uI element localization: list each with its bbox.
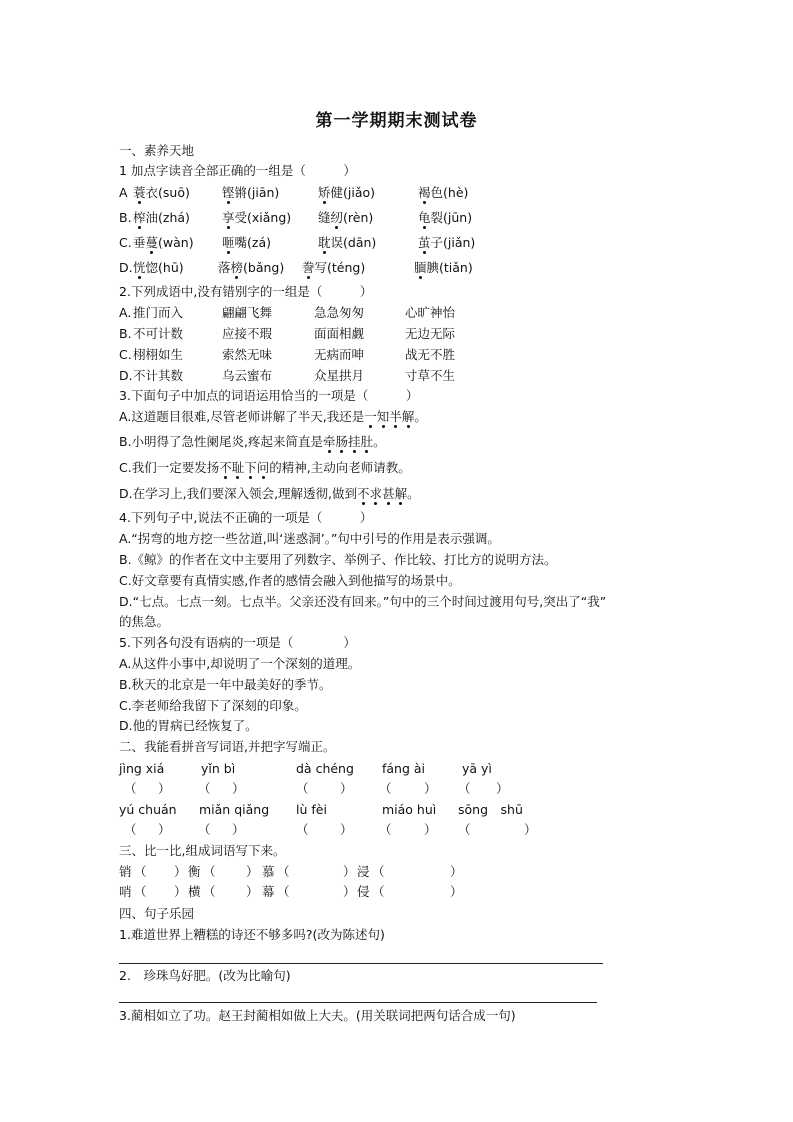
- dotted-character: 挂: [348, 434, 361, 449]
- answer-blank-close[interactable]: ）: [232, 822, 245, 837]
- option-sentence: [119, 486, 420, 502]
- item-text: 衣(suō): [145, 185, 190, 200]
- question-stem: 5.下列各句没有语病的一项是（ ）: [119, 635, 356, 650]
- dotted-character: 耽: [318, 235, 331, 250]
- sentence-text: 。: [407, 486, 420, 501]
- answer-blank-open[interactable]: （: [277, 884, 290, 899]
- idiom-item: 无病而呻: [314, 347, 365, 362]
- option-item: [133, 260, 184, 276]
- option-item: [318, 210, 373, 226]
- answer-blank-open[interactable]: （: [134, 864, 147, 879]
- option-item: [418, 185, 468, 201]
- option-item: [133, 235, 194, 251]
- idiom-item: 不可计数: [133, 326, 184, 341]
- item-text: 惚(hū): [145, 260, 184, 275]
- option-item: [133, 185, 190, 201]
- idiom-item: 无边无际: [405, 326, 456, 341]
- item-text: 落: [218, 260, 231, 275]
- dotted-character: 榨: [133, 210, 146, 225]
- item-text: 锵(jiān): [234, 185, 280, 200]
- option-item: [318, 235, 376, 251]
- option-item: [418, 235, 475, 251]
- dotted-character: 不: [219, 460, 232, 475]
- idiom-item: 面面相觑: [314, 326, 365, 341]
- option-item: [222, 235, 271, 251]
- answer-blank-close[interactable]: ）: [424, 781, 437, 796]
- dotted-character: 下: [244, 460, 257, 475]
- item-text: 色(hè): [430, 185, 469, 200]
- dotted-character: 解: [401, 409, 415, 424]
- section-heading: 一、素养天地: [119, 143, 195, 158]
- answer-blank-close[interactable]: ）: [343, 884, 356, 899]
- answer-blank-open[interactable]: （: [198, 781, 211, 796]
- dotted-character: 蔓: [145, 235, 159, 250]
- answer-blank-close[interactable]: ）: [340, 822, 353, 837]
- pinyin-label: dà chéng: [296, 761, 354, 776]
- sentence-text: 。: [373, 434, 386, 449]
- sentence-text: C.我们一定要发扬: [119, 460, 220, 475]
- pinyin-label: miǎn qiǎng: [199, 802, 270, 817]
- item-text: 健(jiǎo): [330, 185, 376, 200]
- dotted-character: 问: [256, 460, 270, 475]
- question-stem: 2.下列成语中,没有错别字的一组是（ ）: [119, 284, 373, 299]
- answer-blank-close[interactable]: ）: [450, 884, 463, 899]
- pinyin-label: yú chuán: [119, 802, 177, 817]
- idiom-item: 心旷神怡: [405, 305, 456, 320]
- item-text: 缝: [318, 210, 331, 225]
- item-text: 受(xiǎng): [234, 210, 292, 225]
- item-text: 嘴(zá): [234, 235, 271, 250]
- dotted-character: 知: [376, 409, 390, 424]
- answer-blank-open[interactable]: （: [372, 884, 385, 899]
- question-stem: 4.下列句子中,说法不正确的一项是（ ）: [119, 510, 373, 525]
- option-sentence: D.他的胃病已经恢复了。: [119, 718, 258, 733]
- option-sentence: [119, 434, 386, 450]
- option-sentence: C.好文章要有真情实感,作者的感情会融入到他描写的场景中。: [119, 573, 461, 588]
- answer-blank-close[interactable]: ）: [343, 864, 356, 879]
- answer-line[interactable]: [119, 963, 603, 964]
- option-item: [218, 260, 284, 276]
- pinyin-label: yǐn bì: [201, 761, 236, 776]
- item-text: 写(téng): [314, 260, 366, 275]
- answer-blank-open[interactable]: （: [134, 884, 147, 899]
- answer-blank-close[interactable]: ）: [424, 822, 437, 837]
- option-label: C.: [119, 235, 132, 250]
- compare-character: 幕: [262, 884, 275, 899]
- option-label: A: [119, 185, 128, 200]
- compare-character: 横: [188, 884, 201, 899]
- option-sentence: [119, 409, 427, 425]
- dotted-character: 牵: [323, 434, 336, 449]
- option-item: [414, 260, 473, 276]
- idiom-item: 急急匆匆: [314, 305, 365, 320]
- idiom-item: 推门而入: [133, 305, 184, 320]
- dotted-character: 榜: [230, 260, 244, 275]
- answer-blank-close[interactable]: ）: [158, 781, 171, 796]
- answer-blank-open[interactable]: （: [379, 822, 392, 837]
- option-label: B.: [119, 326, 132, 341]
- item-text: (bǎng): [243, 260, 285, 275]
- pinyin-label: lù fèi: [296, 802, 327, 817]
- idiom-item: 乌云蜜布: [222, 368, 273, 383]
- dotted-character: 蓑: [133, 185, 146, 200]
- answer-blank-open[interactable]: （: [458, 822, 471, 837]
- answer-blank-open[interactable]: （: [203, 884, 216, 899]
- answer-blank-close[interactable]: ）: [246, 884, 259, 899]
- dotted-character: 腼: [414, 260, 427, 275]
- option-sentence: A.“拐弯的地方挖一些岔道,叫‘迷惑洞’。”句中引号的作用是表示强调。: [119, 531, 500, 546]
- item-text: 油(zhá): [145, 210, 190, 225]
- answer-blank-close[interactable]: ）: [450, 864, 463, 879]
- compare-character: 侵: [357, 884, 370, 899]
- sentence-text: 的精神,主动向老师请教。: [269, 460, 411, 475]
- option-sentence: A.从这件小事中,却说明了一个深刻的道理。: [119, 656, 361, 671]
- sentence-task: 3.蔺相如立了功。赵王封蔺相如做上大夫。(用关联词把两句话合成一句): [119, 1008, 516, 1023]
- dotted-character: 求: [369, 486, 383, 501]
- answer-blank-open[interactable]: （: [296, 822, 309, 837]
- option-item: [222, 210, 291, 226]
- option-label: D.: [119, 260, 133, 275]
- answer-blank-close[interactable]: ）: [232, 781, 245, 796]
- idiom-item: 索然无味: [222, 347, 273, 362]
- item-text: (wàn): [158, 235, 194, 250]
- option-sentence: B.《鲸》的作者在文中主要用了列数字、举例子、作比较、打比方的说明方法。: [119, 552, 557, 567]
- dotted-character: 半: [389, 409, 402, 424]
- dotted-character: 铿: [222, 185, 235, 200]
- answer-blank-open[interactable]: （: [296, 781, 309, 796]
- dotted-character: 不: [357, 486, 370, 501]
- option-sentence: B.秋天的北京是一年中最美好的季节。: [119, 677, 332, 692]
- dotted-character: 龟: [418, 210, 431, 225]
- dotted-character: 茧: [418, 235, 431, 250]
- dotted-character: 褐: [418, 185, 431, 200]
- answer-blank-open[interactable]: （: [124, 781, 137, 796]
- sentence-text: B.小明得了急性阑尾炎,疼起来简直是: [119, 434, 324, 449]
- option-sentence: C.李老师给我留下了深刻的印象。: [119, 698, 307, 713]
- option-label: D.: [119, 368, 133, 383]
- answer-blank-open[interactable]: （: [372, 864, 385, 879]
- dotted-character: 甚: [382, 486, 395, 501]
- sentence-text: A.这道题目很难,尽管老师讲解了半天,我还是: [119, 409, 365, 424]
- answer-blank-open[interactable]: （: [124, 822, 137, 837]
- option-item: [302, 260, 365, 276]
- answer-blank-close[interactable]: ）: [158, 822, 171, 837]
- option-item: [222, 185, 279, 201]
- option-item: [318, 185, 375, 201]
- option-sentence: D.“七点。七点一刻。七点半。父亲还没有回来。”句中的三个时间过渡用句号,突出了“我”: [119, 594, 607, 609]
- answer-blank-close[interactable]: ）: [496, 781, 509, 796]
- idiom-item: 众星拱月: [314, 368, 365, 383]
- section-heading: 三、比一比,组成词语写下来。: [119, 843, 286, 858]
- dotted-character: 矫: [318, 185, 331, 200]
- item-text: 裂(jūn): [430, 210, 473, 225]
- idiom-item: 战无不胜: [405, 347, 456, 362]
- dotted-character: 解: [394, 486, 408, 501]
- answer-blank-open[interactable]: （: [203, 864, 216, 879]
- answer-blank-open[interactable]: （: [198, 822, 211, 837]
- answer-blank-close[interactable]: ）: [524, 822, 537, 837]
- question-stem: 1 加点字读音全部正确的一组是（ ）: [119, 163, 356, 178]
- idiom-item: 栩栩如生: [133, 347, 184, 362]
- dotted-character: 耻: [231, 460, 245, 475]
- dotted-character: 誊: [302, 260, 315, 275]
- pinyin-label: jìng xiá: [119, 761, 165, 776]
- dotted-character: 恍: [133, 260, 146, 275]
- compare-character: 浸: [357, 864, 370, 879]
- answer-blank-close[interactable]: ）: [174, 884, 187, 899]
- compare-character: 慕: [262, 864, 275, 879]
- pinyin-label: sōng shū: [458, 802, 523, 817]
- page-title: 第一学期期末测试卷: [315, 111, 478, 131]
- idiom-item: 寸草不生: [405, 368, 456, 383]
- compare-character: 销: [119, 864, 132, 879]
- question-stem: 3.下面句子中加点的词语运用恰当的一项是（ ）: [119, 388, 419, 403]
- idiom-item: 应接不瑕: [222, 326, 273, 341]
- answer-blank-close[interactable]: ）: [340, 781, 353, 796]
- option-item: [133, 210, 190, 226]
- answer-blank-open[interactable]: （: [277, 864, 290, 879]
- idiom-item: 不计其数: [133, 368, 184, 383]
- sentence-text: 。: [414, 409, 427, 424]
- dotted-character: 纫: [330, 210, 344, 225]
- idiom-item: 翩翩飞舞: [222, 305, 273, 320]
- dotted-character: 肚: [360, 434, 374, 449]
- option-label: B.: [119, 210, 132, 225]
- option-sentence: [119, 460, 411, 476]
- answer-line[interactable]: [119, 1002, 597, 1003]
- option-label: C.: [119, 347, 132, 362]
- item-text: 子(jiǎn): [430, 235, 476, 250]
- answer-blank-open[interactable]: （: [379, 781, 392, 796]
- item-text: 误(dān): [330, 235, 377, 250]
- dotted-character: 咂: [222, 235, 235, 250]
- answer-blank-close[interactable]: ）: [246, 864, 259, 879]
- item-text: (rèn): [343, 210, 374, 225]
- item-text: 腆(tiǎn): [426, 260, 473, 275]
- pinyin-label: miáo huì: [382, 802, 437, 817]
- option-item: [418, 210, 472, 226]
- option-label: A.: [119, 305, 132, 320]
- item-text: 垂: [133, 235, 146, 250]
- answer-blank-open[interactable]: （: [458, 781, 471, 796]
- section-heading: 四、句子乐园: [119, 906, 195, 921]
- compare-character: 衡: [188, 864, 201, 879]
- sentence-task: 1.难道世界上糟糕的诗还不够多吗?(改为陈述句): [119, 927, 385, 942]
- dotted-character: 享: [222, 210, 235, 225]
- dotted-character: 一: [364, 409, 377, 424]
- dotted-character: 肠: [335, 434, 349, 449]
- pinyin-label: yā yì: [462, 761, 492, 776]
- section-heading: 二、我能看拼音写词语,并把字写端正。: [119, 739, 336, 754]
- sentence-text: D.在学习上,我们要深入领会,理解透彻,做到: [119, 486, 358, 501]
- option-sentence: 的焦急。: [119, 614, 170, 629]
- pinyin-label: fáng ài: [382, 761, 426, 776]
- sentence-task: 2. 珍珠鸟好肥。(改为比喻句): [119, 968, 291, 983]
- answer-blank-close[interactable]: ）: [174, 864, 187, 879]
- compare-character: 哨: [119, 884, 132, 899]
